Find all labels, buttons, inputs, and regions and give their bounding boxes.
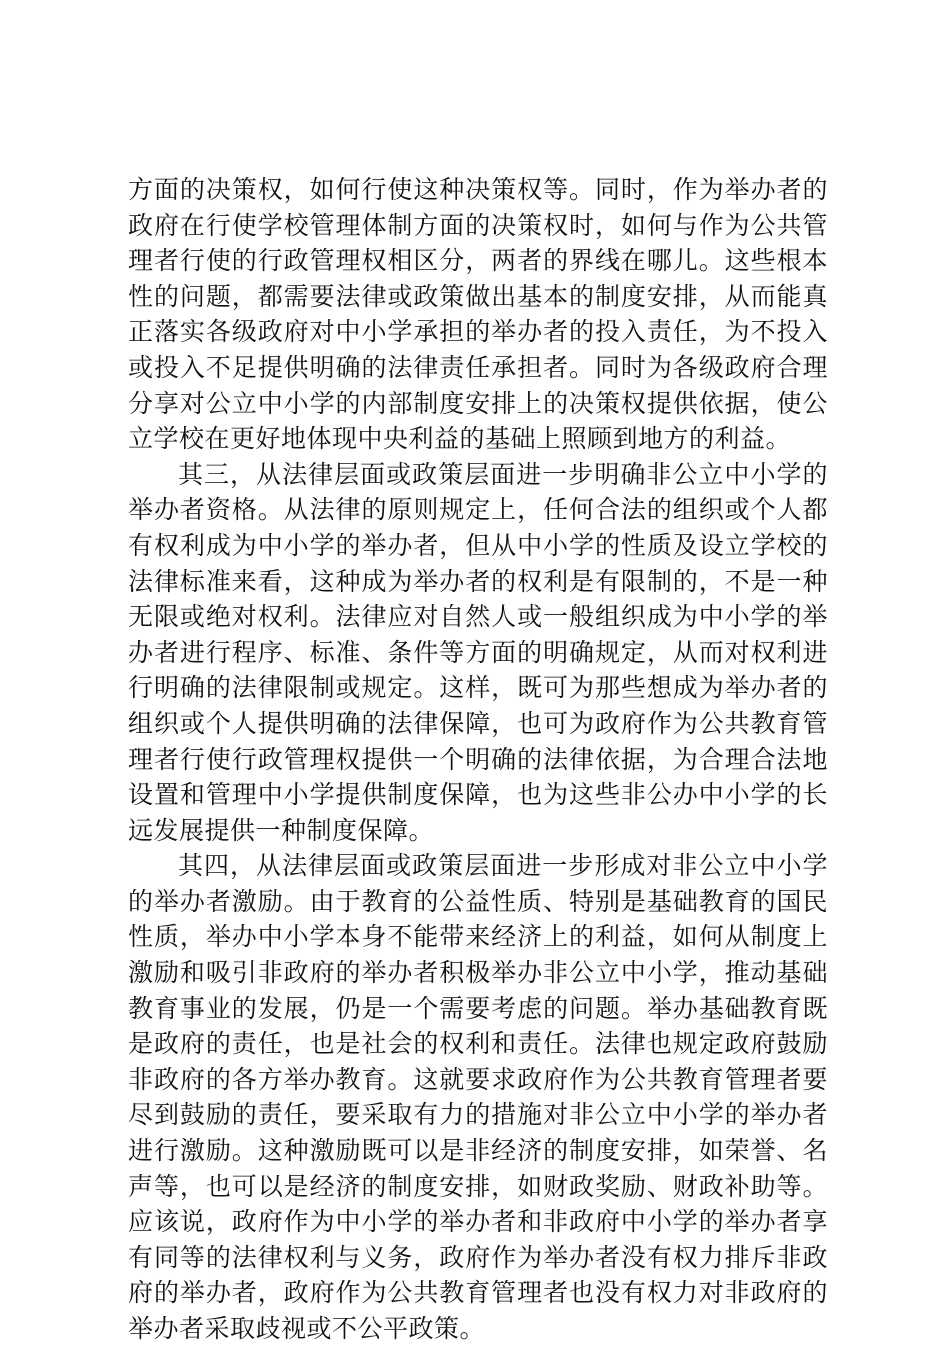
paragraph-fourth-point: 其四，从法律层面或政策层面进一步形成对非公立中小学的举办者激励。由于教育的公益性质、特别是基础教育的国民性质，举办中小学本身不能带来经济上的利益，如何从制度上激励和吸引非政府的举办者积极举办非公立中小学，推动基础教育事业的发展，仍是一个需要考虑的问题。举办基础教育既是政府的责任，也是社会的权利和责任。法律也规定政府鼓励非政府的各方举办教育。这就要求政府作为公共教育管理者要尽到鼓励的责任，要采取有力的措施对非公立中小学的举办者进行激励。这种激励既可以是非经济的制度安排，如荣誉、名声等，也可以是经济的制度安排，如财政奖励、财政补助等。应该说，政府作为中小学的举办者和非政府中小学的举办者享有同等的法律权利与义务，政府作为举办者没有权力排斥非政府的举办者，政府作为公共教育管理者也没有权力对非政府的举办者采取歧视或不公平政策。 xyxy=(128,851,828,1343)
paragraph-third-point: 其三，从法律层面或政策层面进一步明确非公立中小学的举办者资格。从法律的原则规定上，任何合法的组织或个人都有权利成为中小学的举办者，但从中小学的性质及设立学校的法律标准来看，这种成为举办者的权利是有限制的，不是一种无限或绝对权利。法律应对自然人或一般组织成为中小学的举办者进行程序、标准、条件等方面的明确规定，从而对权利进行明确的法律限制或规定。这样，既可为那些想成为举办者的组织或个人提供明确的法律保障，也可为政府作为公共教育管理者行使行政管理权提供一个明确的法律依据，为合理合法地设置和管理中小学提供制度保障，也为这些非公办中小学的长远发展提供一种制度保障。 xyxy=(128,459,828,845)
document-body xyxy=(128,172,828,1347)
paragraph-continuation: 方面的决策权，如何行使这种决策权等。同时，作为举办者的政府在行使学校管理体制方面的决策权时，如何与作为公共管理者行使的行政管理权相区分，两者的界线在哪儿。这些根本性的问题，都需要法律或政策做出基本的制度安排，从而能真正落实各级政府对中小学承担的举办者的投入责任，为不投入或投入不足提供明确的法律责任承担者。同时为各级政府合理分享对公立中小学的内部制度安排上的决策权提供依据，使公立学校在更好地体现中央利益的基础上照顾到地方的利益。 xyxy=(128,175,828,454)
